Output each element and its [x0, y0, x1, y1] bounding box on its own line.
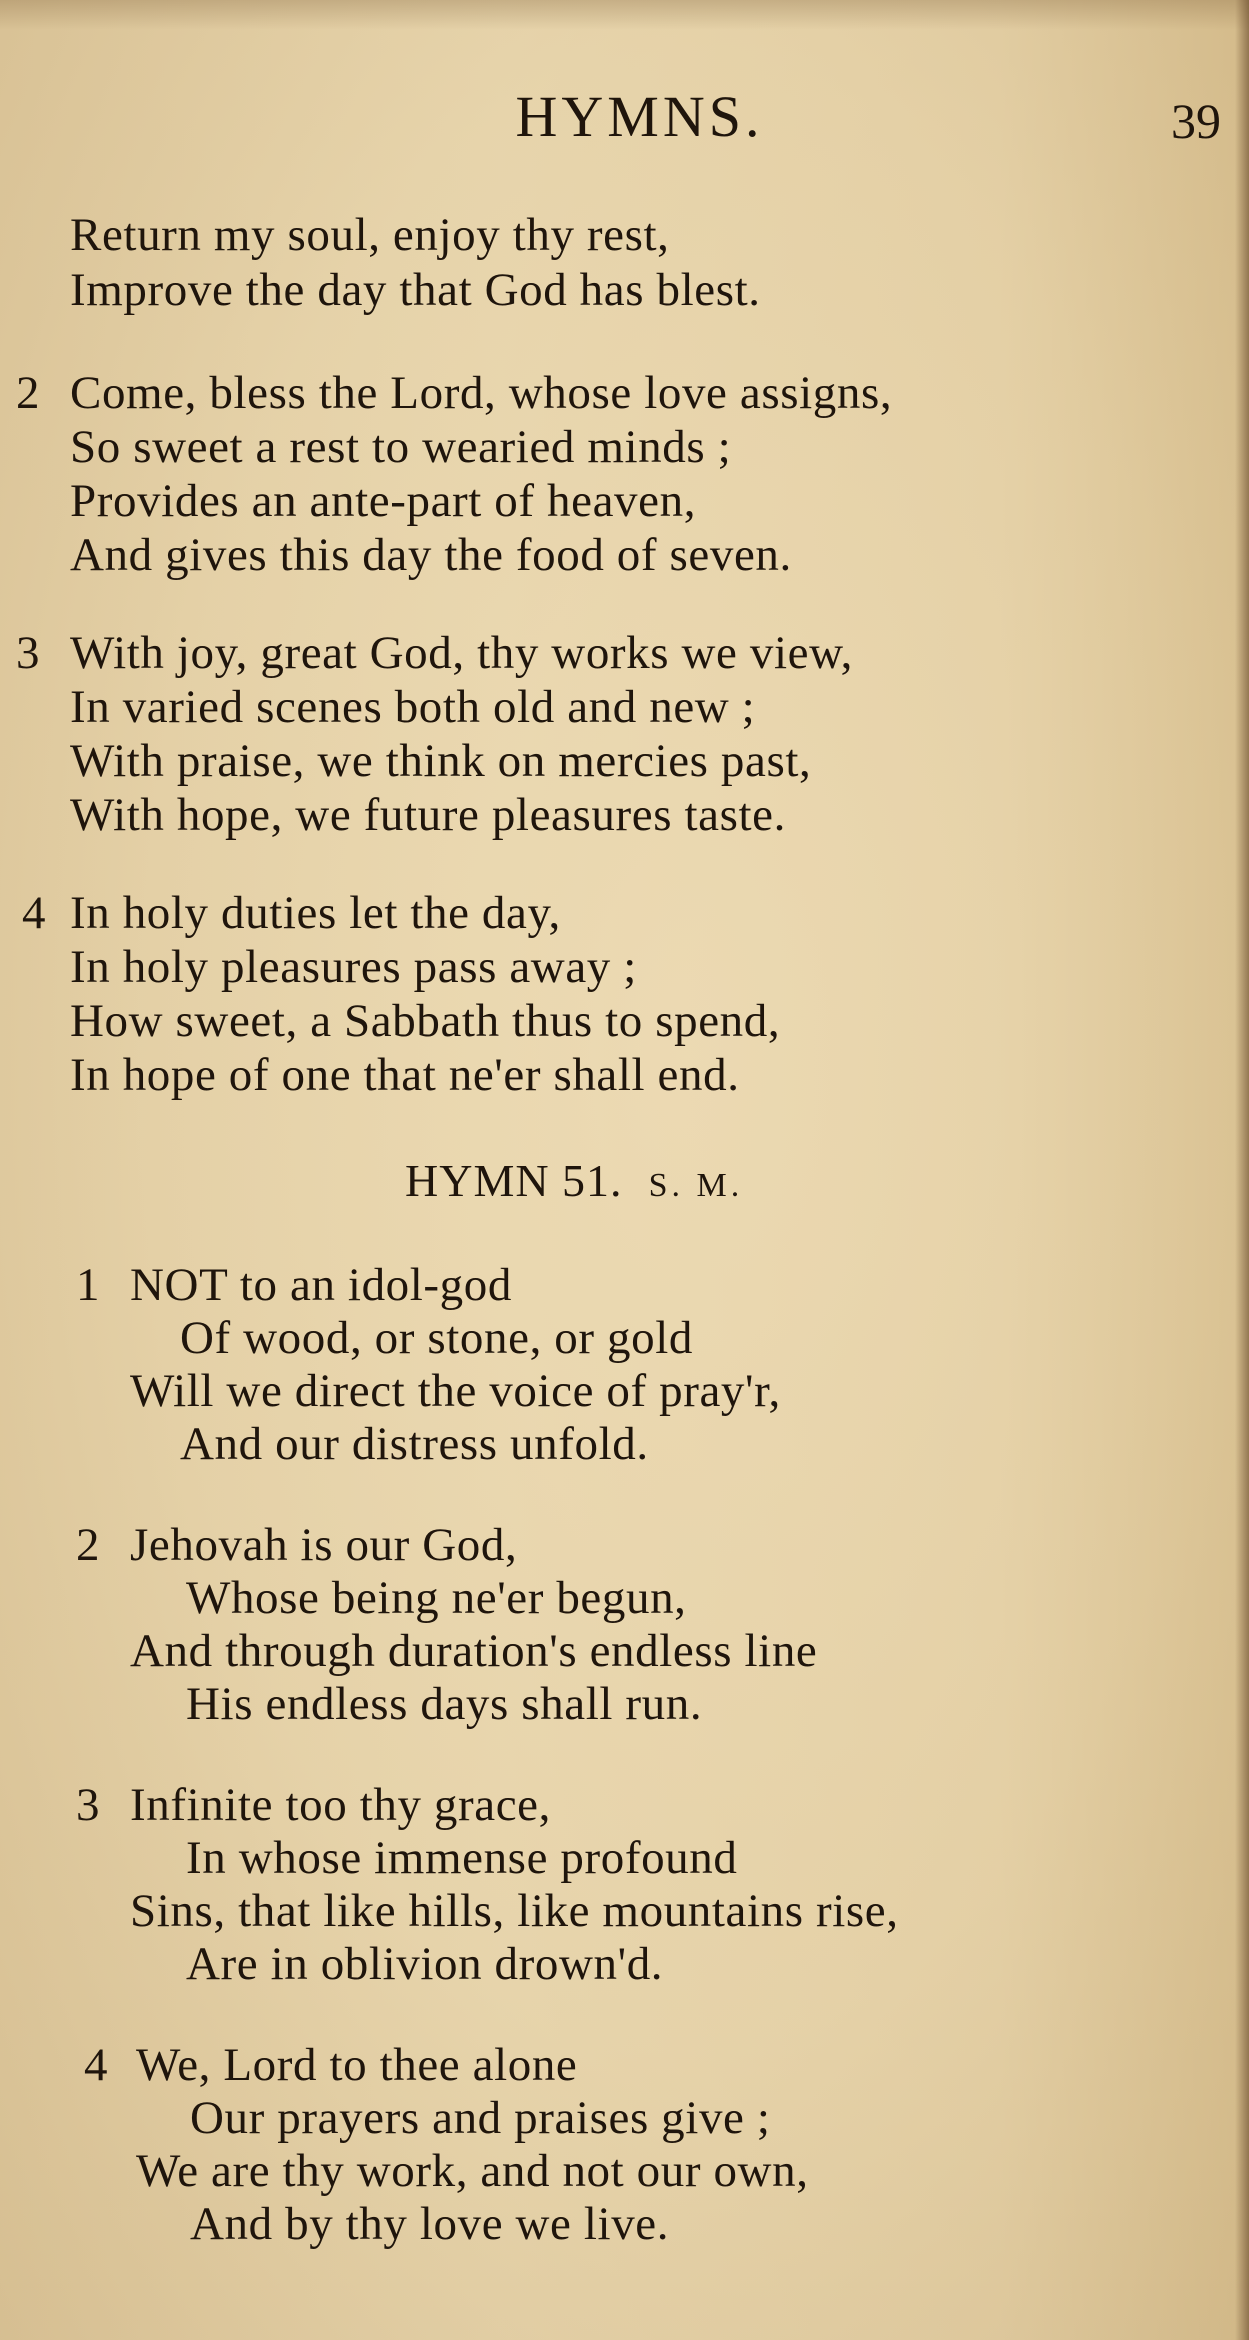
- verse-line: Of wood, or stone, or gold: [180, 1312, 693, 1364]
- hymn-heading: [405, 1155, 744, 1206]
- verse-line: And through duration's endless line: [130, 1625, 818, 1677]
- verse-line: We, Lord to thee alone: [136, 2039, 578, 2091]
- verse-line: Improve the day that God has blest.: [70, 264, 761, 316]
- verse-line: And by thy love we live.: [190, 2198, 670, 2250]
- verse-line: Infinite too thy grace,: [130, 1779, 551, 1831]
- verse-line: Sins, that like hills, like mountains rise,: [130, 1885, 899, 1937]
- verse-line: And gives this day the food of seven.: [70, 529, 792, 581]
- verse-line: So sweet a rest to wearied minds ;: [70, 421, 732, 473]
- verse-line: With hope, we future pleasures taste.: [70, 789, 786, 841]
- verse-line: With joy, great God, thy works we view,: [70, 627, 853, 679]
- verse-line: In whose immense profound: [186, 1832, 738, 1884]
- page-right-edge: [1235, 0, 1249, 2340]
- verse-line: And our distress unfold.: [180, 1418, 649, 1470]
- verse-line: In holy duties let the day,: [70, 887, 561, 939]
- verse-line: With praise, we think on mercies past,: [70, 735, 812, 787]
- verse-line: Whose being ne'er begun,: [186, 1572, 687, 1624]
- page-number: 39: [1171, 93, 1221, 149]
- verse-line: In holy pleasures pass away ;: [70, 941, 637, 993]
- verse-line: Will we direct the voice of pray'r,: [130, 1365, 781, 1417]
- verse-line: In hope of one that ne'er shall end.: [70, 1049, 740, 1101]
- verse-line: Jehovah is our God,: [130, 1519, 518, 1571]
- verse-line: How sweet, a Sabbath thus to spend,: [70, 995, 781, 1047]
- running-head-title: HYMNS.: [515, 84, 764, 149]
- verse-number: 2: [76, 1519, 100, 1571]
- verse-line: His endless days shall run.: [186, 1678, 703, 1730]
- verse-number: 1: [76, 1259, 100, 1311]
- verse-number: 4: [22, 887, 46, 939]
- hymn-number-title: HYMN 51.: [405, 1155, 623, 1206]
- verse-number: 4: [84, 2039, 108, 2091]
- verse-line: Our prayers and praises give ;: [190, 2092, 771, 2144]
- verse-line: Provides an ante-part of heaven,: [70, 475, 697, 527]
- verse-number: 3: [76, 1779, 100, 1831]
- hymn-meter: S. M.: [648, 1167, 744, 1204]
- verse-line: NOT to an idol-god: [130, 1259, 512, 1311]
- verse-line: Are in oblivion drown'd.: [186, 1938, 664, 1990]
- verse-line: In varied scenes both old and new ;: [70, 681, 756, 733]
- verse-line: We are thy work, and not our own,: [136, 2145, 809, 2197]
- verse-line: Return my soul, enjoy thy rest,: [70, 209, 670, 261]
- page-top-shadow: [0, 0, 1249, 30]
- verse-number: 2: [16, 367, 40, 419]
- verse-number: 3: [16, 627, 40, 679]
- verse-line: Come, bless the Lord, whose love assigns,: [70, 367, 893, 419]
